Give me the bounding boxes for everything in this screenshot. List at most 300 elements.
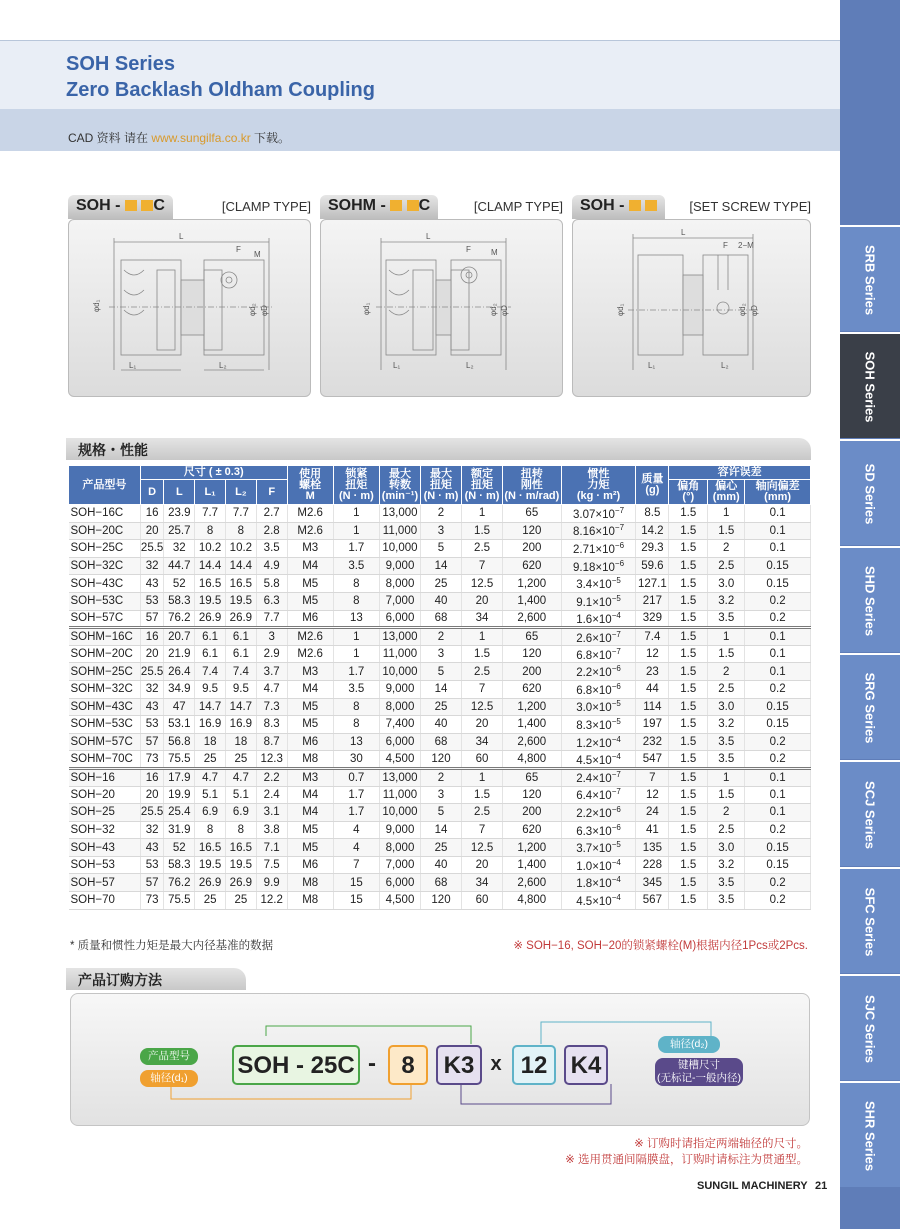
inertia-mantissa: 2.6: [576, 632, 593, 645]
table-cell: 1.5: [708, 786, 745, 804]
table-cell: 0.7: [333, 768, 379, 786]
type-marker: [141, 200, 153, 211]
table-cell: 12.2: [256, 892, 287, 910]
table-cell: 4.7: [225, 768, 256, 786]
table-cell: 1.7: [333, 804, 379, 822]
table-cell: 7.4: [195, 663, 226, 681]
table-cell: 1.5: [669, 733, 708, 751]
table-cell: 228: [636, 856, 669, 874]
inertia-base: ×10: [592, 878, 612, 891]
cell-model: SOH−25: [69, 804, 141, 822]
code-key1: K3: [436, 1045, 482, 1085]
th-mass: [636, 466, 669, 505]
table-cell: 1: [333, 645, 379, 663]
model-suffix: C: [418, 197, 431, 214]
table-cell: M4: [287, 786, 333, 804]
mass-inertia-note: * 质量和惯性力矩是最大内径基准的数据: [70, 940, 274, 952]
diagram-header-sohm-clamp: [320, 195, 563, 219]
th-line: (mm): [764, 491, 792, 503]
table-cell: 4,800: [503, 751, 561, 769]
dim-M: 2−M: [738, 241, 754, 250]
table-cell: 7,000: [379, 856, 420, 874]
table-cell: 0.1: [745, 505, 811, 523]
dim-M: M: [491, 248, 498, 257]
cad-note-suffix: 下载。: [250, 131, 291, 145]
table-cell: M3: [287, 540, 333, 558]
cell-model: SOH−20: [69, 786, 141, 804]
table-cell: 1.5: [669, 522, 708, 540]
inertia-exponent: −7: [614, 505, 625, 515]
table-cell: 6.3: [256, 592, 287, 610]
table-cell: 53: [140, 592, 164, 610]
table-row: [69, 768, 811, 786]
table-cell: 52: [164, 575, 195, 593]
table-cell: 29.3: [636, 540, 669, 558]
table-cell: 16.5: [225, 575, 256, 593]
table-cell: 547: [636, 751, 669, 769]
inertia-exponent: −7: [611, 629, 621, 639]
size-marker: [390, 200, 402, 211]
sidebar-tab-srb[interactable]: [840, 225, 900, 331]
table-cell: 1.5: [708, 522, 745, 540]
table-cell: 10,000: [379, 804, 420, 822]
table-cell: 232: [636, 733, 669, 751]
table-cell: 7: [462, 680, 503, 698]
table-cell: 34: [462, 610, 503, 628]
table-cell: 329: [636, 610, 669, 628]
inertia-base: ×10: [592, 596, 612, 609]
table-cell: 20: [140, 522, 164, 540]
th-line: 偏角: [677, 480, 700, 492]
table-cell: 58.3: [164, 592, 195, 610]
table-cell: 1.5: [669, 628, 708, 646]
table-cell: 8: [333, 716, 379, 734]
th-line: 扭矩: [430, 478, 452, 491]
inertia-base: ×10: [595, 508, 615, 521]
inertia-base: ×10: [592, 807, 612, 820]
table-cell: 1.5: [669, 557, 708, 575]
table-cell: M3: [287, 768, 333, 786]
inertia-base: ×10: [592, 579, 612, 592]
table-cell: 40: [420, 592, 461, 610]
table-row: [69, 786, 811, 804]
th-line: (N · m): [464, 489, 500, 502]
table-cell: 1.5: [462, 786, 503, 804]
table-cell: 14: [420, 557, 461, 575]
model-prefix: SOH -: [580, 197, 629, 214]
th-torque: [333, 466, 379, 505]
table-cell: 14: [420, 680, 461, 698]
table-cell: 4,800: [503, 892, 561, 910]
table-cell: 65: [503, 628, 561, 646]
table-cell: 52: [164, 839, 195, 857]
table-cell: 0.2: [745, 874, 811, 892]
inertia-mantissa: 3.0: [576, 702, 593, 715]
inertia-base: ×10: [592, 632, 612, 645]
footer-brand: SUNGIL MACHINERY: [697, 1180, 808, 1192]
table-cell: 20: [462, 592, 503, 610]
th-line: 最大: [388, 467, 411, 480]
table-cell: 2: [420, 628, 461, 646]
dim-D: φD: [750, 305, 759, 316]
table-cell: 2,600: [503, 610, 561, 628]
table-cell: 14.4: [195, 557, 226, 575]
sidebar-tab-shr[interactable]: [840, 1081, 900, 1187]
table-cell: 7: [636, 768, 669, 786]
dim-L2: L₂: [721, 361, 729, 370]
table-row: [69, 751, 811, 769]
table-cell: M8: [287, 751, 333, 769]
table-cell: 0.1: [745, 628, 811, 646]
inertia-exponent: −4: [611, 610, 621, 620]
table-cell: 41: [636, 821, 669, 839]
table-cell: 0.1: [745, 804, 811, 822]
table-cell: 3.2: [708, 592, 745, 610]
table-cell: 44: [636, 680, 669, 698]
table-cell: 6.1: [225, 628, 256, 646]
inertia-base: ×10: [592, 684, 612, 697]
table-cell: M8: [287, 874, 333, 892]
sidebar-tab-soh[interactable]: [840, 332, 900, 438]
table-cell: 1,400: [503, 592, 561, 610]
inertia-exponent: −7: [611, 787, 621, 797]
cell-inertia: [561, 628, 636, 646]
inertia-exponent: −5: [611, 717, 621, 726]
table-cell: 1.5: [669, 892, 708, 910]
th-bolt: [287, 466, 333, 505]
table-cell: 7,000: [379, 592, 420, 610]
table-cell: M4: [287, 557, 333, 575]
table-cell: M6: [287, 610, 333, 628]
table-cell: 0.15: [745, 716, 811, 734]
table-cell: 31.9: [164, 821, 195, 839]
table-cell: 20: [140, 645, 164, 663]
table-cell: 0.15: [745, 575, 811, 593]
dim-L2: L₂: [466, 361, 474, 370]
sidebar-tab-shd[interactable]: [840, 546, 900, 652]
table-cell: 2: [708, 663, 745, 681]
table-cell: 34: [462, 733, 503, 751]
th-max-torque: [420, 466, 461, 505]
inertia-mantissa: 2.2: [576, 807, 593, 820]
diagram-model-label: [320, 195, 438, 219]
cell-inertia: [561, 505, 636, 523]
sidebar-tab-label: SJC Series: [862, 995, 878, 1063]
table-row: [69, 610, 811, 628]
cad-link[interactable]: www.sungilfa.co.kr: [151, 131, 251, 145]
inertia-exponent: −5: [611, 840, 621, 850]
table-cell: 9.9: [256, 874, 287, 892]
table-cell: 16: [140, 628, 164, 646]
table-cell: M5: [287, 592, 333, 610]
table-cell: 4.7: [195, 768, 226, 786]
inertia-mantissa: 6.4: [576, 790, 593, 803]
inertia-exponent: −4: [611, 751, 621, 761]
table-cell: 1.7: [333, 663, 379, 681]
th-L1: L₁: [195, 480, 226, 505]
table-row: [69, 821, 811, 839]
table-cell: 13: [333, 733, 379, 751]
table-cell: 26.9: [225, 610, 256, 628]
table-cell: 3.0: [708, 698, 745, 716]
table-cell: 5.1: [195, 786, 226, 804]
table-cell: 1.5: [669, 751, 708, 769]
table-cell: 75.5: [164, 892, 195, 910]
table-cell: 0.15: [745, 557, 811, 575]
th-D: D: [140, 480, 164, 505]
inertia-exponent: −6: [611, 664, 621, 674]
table-cell: 40: [420, 716, 461, 734]
diagram-header-soh-setscrew: [572, 195, 811, 219]
keyway-line: (无标记-一般内径): [657, 1072, 741, 1084]
table-cell: M5: [287, 575, 333, 593]
drawing-sohm-clamp: [320, 219, 563, 397]
table-cell: 1.5: [669, 716, 708, 734]
table-cell: M5: [287, 698, 333, 716]
table-cell: 3.5: [708, 751, 745, 769]
table-row: [69, 645, 811, 663]
inertia-mantissa: 3.7: [576, 842, 593, 855]
inertia-mantissa: 1.0: [576, 860, 593, 873]
table-cell: 120: [420, 892, 461, 910]
table-cell: 16: [140, 505, 164, 523]
table-cell: 43: [140, 698, 164, 716]
cell-inertia: [561, 821, 636, 839]
sidebar-tab-sd[interactable]: [840, 439, 900, 545]
th-F: F: [256, 480, 287, 505]
table-cell: 0.1: [745, 522, 811, 540]
table-cell: 23: [636, 663, 669, 681]
drawing-soh-setscrew: [572, 219, 811, 397]
table-cell: 2,600: [503, 874, 561, 892]
table-cell: 8: [333, 575, 379, 593]
diagram-model-label: [68, 195, 173, 219]
inertia-mantissa: 1.2: [576, 737, 593, 750]
table-cell: 25: [225, 751, 256, 769]
table-cell: 0.2: [745, 751, 811, 769]
table-cell: 8.7: [256, 733, 287, 751]
table-cell: 60: [462, 892, 503, 910]
order-note-2: ※ 选用贯通间隔膜盘，订购时请标注为贯通型。: [565, 1154, 808, 1166]
label-bore2: 轴径(d₂): [658, 1036, 720, 1053]
table-cell: 75.5: [164, 751, 195, 769]
table-cell: 30: [333, 751, 379, 769]
table-row: [69, 874, 811, 892]
table-row: [69, 575, 811, 593]
dim-L1: L₁: [129, 361, 137, 370]
th-line: 转数: [388, 478, 411, 491]
cell-inertia: [561, 839, 636, 857]
dim-L: L: [426, 232, 431, 241]
table-cell: 1.5: [669, 610, 708, 628]
inertia-exponent: −6: [611, 804, 621, 814]
dim-F: F: [466, 245, 471, 254]
table-cell: 9.5: [195, 680, 226, 698]
table-cell: 7.4: [225, 663, 256, 681]
table-cell: 25.7: [164, 522, 195, 540]
table-cell: 57: [140, 874, 164, 892]
table-row: [69, 839, 811, 857]
table-cell: 1,400: [503, 856, 561, 874]
table-cell: 120: [503, 786, 561, 804]
size-marker: [125, 200, 137, 211]
table-cell: 1,400: [503, 716, 561, 734]
table-cell: 10,000: [379, 663, 420, 681]
table-cell: 8: [333, 698, 379, 716]
table-cell: 10.2: [225, 540, 256, 558]
coupling-drawing: [321, 220, 564, 398]
table-cell: 0.2: [745, 821, 811, 839]
model-prefix: SOH -: [76, 197, 125, 214]
table-cell: 7.7: [256, 610, 287, 628]
cell-model: SOHM−32C: [69, 680, 141, 698]
sidebar-tab-label: SHR Series: [862, 1100, 878, 1172]
table-cell: 3.8: [256, 821, 287, 839]
cad-download-note: [68, 129, 290, 146]
inertia-base: ×10: [592, 613, 612, 626]
inertia-exponent: −4: [611, 875, 621, 885]
label-bore1: 轴径(d₁): [140, 1070, 198, 1087]
dim-D: φD: [260, 305, 269, 316]
table-cell: 6.1: [225, 645, 256, 663]
table-cell: 1.5: [669, 856, 708, 874]
inertia-mantissa: 4.5: [576, 895, 593, 908]
cell-model: SOH−57C: [69, 610, 141, 628]
sidebar-tab-sfc[interactable]: [840, 867, 900, 973]
table-cell: 8,000: [379, 698, 420, 716]
table-cell: 2.4: [256, 786, 287, 804]
inertia-exponent: −6: [614, 541, 625, 551]
table-cell: 3.5: [708, 892, 745, 910]
table-row: [69, 557, 811, 575]
th-L: L: [164, 480, 195, 505]
table-cell: 25.5: [140, 663, 164, 681]
cell-inertia: [561, 610, 636, 628]
code-dash: -: [368, 1050, 376, 1077]
inertia-mantissa: 1.6: [576, 613, 593, 626]
table-cell: 7: [333, 856, 379, 874]
table-cell: 18: [195, 733, 226, 751]
cell-model: SOHM−43C: [69, 698, 141, 716]
table-cell: 16.5: [225, 839, 256, 857]
cell-model: SOH−43: [69, 839, 141, 857]
sidebar-tab-label: SRG Series: [862, 672, 878, 744]
table-cell: 26.9: [195, 610, 226, 628]
table-cell: 5: [420, 663, 461, 681]
inertia-base: ×10: [592, 860, 612, 873]
cell-inertia: [561, 592, 636, 610]
th-line: (kg · m²): [576, 489, 621, 502]
table-cell: 8.5: [636, 505, 669, 523]
table-cell: 32: [164, 540, 195, 558]
dim-d1: φd₁: [92, 299, 101, 312]
table-cell: 2: [420, 768, 461, 786]
table-cell: 16.5: [195, 839, 226, 857]
sidebar-tab-srg[interactable]: [840, 653, 900, 759]
table-cell: 20: [462, 716, 503, 734]
table-cell: 127.1: [636, 575, 669, 593]
table-cell: 2: [708, 804, 745, 822]
th-tolerance: 容许误差: [669, 466, 811, 480]
table-cell: 0.2: [745, 680, 811, 698]
dim-L2: L₂: [219, 361, 227, 370]
table-cell: 19.5: [225, 856, 256, 874]
inertia-exponent: −5: [611, 576, 621, 586]
inertia-exponent: −6: [611, 681, 621, 691]
table-cell: 11,000: [379, 786, 420, 804]
table-cell: 3.2: [708, 716, 745, 734]
page-number: 21: [815, 1180, 828, 1192]
inertia-exponent: −7: [614, 523, 625, 533]
table-cell: 73: [140, 892, 164, 910]
table-cell: 3.5: [708, 733, 745, 751]
table-cell: 1.5: [669, 645, 708, 663]
table-cell: 19.9: [164, 786, 195, 804]
table-cell: 21.9: [164, 645, 195, 663]
table-cell: 26.4: [164, 663, 195, 681]
table-cell: 16.9: [195, 716, 226, 734]
table-cell: 1: [462, 768, 503, 786]
cell-model: SOH−43C: [69, 575, 141, 593]
dim-F: F: [236, 245, 241, 254]
table-cell: 15: [333, 874, 379, 892]
table-cell: 1: [462, 505, 503, 523]
table-cell: 12.5: [462, 839, 503, 857]
table-cell: M2.6: [287, 628, 333, 646]
size-marker: [629, 200, 641, 211]
coupling-drawing: [573, 220, 812, 398]
cell-inertia: [561, 768, 636, 786]
code-model: SOH - 25C: [232, 1045, 360, 1085]
table-row: [69, 592, 811, 610]
cell-model: SOHM−53C: [69, 716, 141, 734]
cad-note-prefix: CAD 资料 请在: [68, 131, 152, 145]
cell-model: SOH−16C: [69, 505, 141, 523]
table-cell: 1.5: [669, 680, 708, 698]
table-cell: 6.1: [195, 645, 226, 663]
inertia-exponent: −6: [611, 822, 621, 832]
cell-model: SOH−32: [69, 821, 141, 839]
table-cell: 12: [636, 645, 669, 663]
sidebar-tab-label: SD Series: [862, 463, 878, 525]
table-cell: 2.5: [708, 821, 745, 839]
inertia-exponent: −6: [614, 558, 625, 568]
table-cell: 0.1: [745, 786, 811, 804]
inertia-base: ×10: [595, 561, 615, 574]
table-cell: 217: [636, 592, 669, 610]
table-cell: 1: [462, 628, 503, 646]
sidebar-tab-scj[interactable]: [840, 760, 900, 866]
table-cell: 10,000: [379, 540, 420, 558]
sidebar-tab-sjc[interactable]: [840, 974, 900, 1080]
cell-inertia: [561, 680, 636, 698]
table-cell: 8,000: [379, 575, 420, 593]
table-cell: 1,200: [503, 839, 561, 857]
table-cell: 8.3: [256, 716, 287, 734]
spec-section-title: 规格・性能: [66, 438, 811, 460]
cell-model: SOHM−57C: [69, 733, 141, 751]
table-cell: 197: [636, 716, 669, 734]
table-cell: 16: [140, 768, 164, 786]
table-cell: 19.5: [195, 592, 226, 610]
table-cell: 58.3: [164, 856, 195, 874]
diagram-type-label: [CLAMP TYPE]: [473, 199, 563, 214]
inertia-mantissa: 8.3: [576, 719, 593, 732]
table-cell: 68: [420, 874, 461, 892]
table-row: [69, 733, 811, 751]
table-cell: 3: [420, 786, 461, 804]
table-cell: 25: [195, 892, 226, 910]
